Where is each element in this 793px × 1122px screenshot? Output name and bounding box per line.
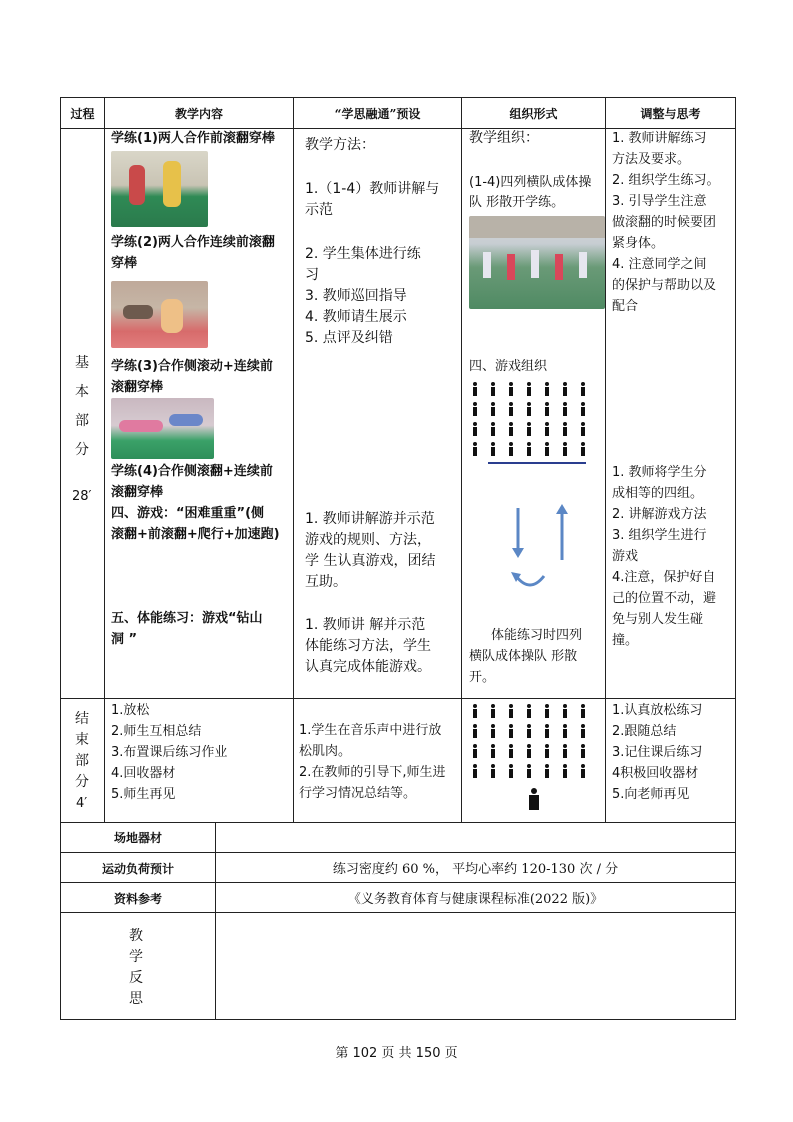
adjust-a9: 配合 — [612, 299, 639, 314]
adjust-b8: 免与别人发生碰 — [612, 612, 704, 627]
adjust-b7: 己的位置不动，避 — [612, 591, 717, 606]
end-adjust-2: 2.跟随总结 — [612, 724, 677, 739]
student-icon — [544, 402, 550, 416]
col-line-4 — [605, 97, 606, 823]
end-preset-1: 1.学生在音乐声中进行放 — [299, 723, 442, 738]
end-preset-4: 行学习情况总结等。 — [299, 786, 417, 801]
student-icon — [544, 422, 550, 436]
col-line-2 — [293, 97, 294, 823]
student-icon — [472, 442, 478, 456]
ref-bottom-line — [60, 912, 736, 913]
student-icon — [490, 382, 496, 396]
load-bottom-line — [60, 882, 736, 883]
student-icon — [508, 764, 514, 778]
student-icon — [580, 422, 586, 436]
drill-4-title-cont: 滚翻穿棒 — [111, 485, 164, 500]
fitness-method-3: 认真完成体能游戏。 — [305, 659, 431, 675]
org-title: 教学组织： — [469, 130, 539, 146]
student-icon — [580, 724, 586, 738]
drill-1-photo — [111, 151, 208, 227]
table-border-top — [60, 97, 736, 98]
end-formation — [472, 704, 597, 784]
student-icon — [544, 744, 550, 758]
end-content-4: 4.回收器材 — [111, 766, 176, 781]
student-icon — [472, 724, 478, 738]
student-icon — [508, 704, 514, 718]
student-icon — [526, 422, 532, 436]
table-border-left — [60, 97, 61, 1020]
fitness-org-3: 开。 — [469, 670, 496, 685]
fitness-method-2: 体能练习方法，学生 — [305, 638, 431, 654]
basic-label: 基 本 部 分 — [75, 355, 89, 458]
student-icon — [508, 422, 514, 436]
header-process: 过程 — [70, 107, 95, 121]
student-icon — [472, 704, 478, 718]
ref-label: 资料参考 — [113, 892, 162, 906]
col-line-3 — [461, 97, 462, 823]
adjust-b6: 4.注意，保护好自 — [612, 570, 716, 585]
org-photo — [469, 216, 605, 309]
student-icon — [490, 422, 496, 436]
end-preset-3: 2.在教师的引导下,师生进 — [299, 765, 446, 780]
student-icon — [544, 704, 550, 718]
student-icon — [526, 382, 532, 396]
student-icon — [580, 744, 586, 758]
student-icon — [544, 764, 550, 778]
student-icon — [562, 744, 568, 758]
method-2-cont: 习 — [305, 267, 319, 283]
adjust-a8: 的保护与帮助以及 — [612, 278, 717, 293]
drill-2-title: 学练(2)两人合作连续前滚翻 — [111, 235, 275, 250]
student-icon — [562, 402, 568, 416]
adjust-a2: 方法及要求。 — [612, 152, 691, 167]
method-title: 教学方法： — [305, 137, 375, 153]
student-icon — [526, 442, 532, 456]
student-icon — [490, 764, 496, 778]
basic-duration: 28′ — [72, 489, 92, 504]
student-icon — [508, 724, 514, 738]
game-method-2: 游戏的规则、方法， — [305, 532, 431, 548]
game-title: 四、游戏：“困难重重”(侧 — [111, 506, 265, 521]
end-bottom-line — [60, 822, 736, 823]
student-icon — [472, 382, 478, 396]
adjust-a3: 2. 组织学生练习。 — [612, 173, 720, 188]
student-icon — [472, 402, 478, 416]
method-5: 5. 点评及纠错 — [305, 330, 393, 346]
game-method-3: 学 生认真游戏，团结 — [305, 553, 436, 569]
table-border-right — [735, 97, 736, 1020]
student-icon — [490, 744, 496, 758]
game-start-line — [488, 462, 586, 464]
drill-2-photo — [111, 281, 208, 348]
org-form-1-cont: 队 形散开学练。 — [469, 195, 565, 210]
drill-3-photo — [111, 398, 214, 459]
reflection-label: 教 学 反 思 — [129, 928, 143, 1007]
adjust-b2: 成相等的四组。 — [612, 486, 704, 501]
adjust-a6: 紧身体。 — [612, 236, 665, 251]
drill-3-title: 学练(3)合作侧滚动+连续前 — [111, 359, 273, 374]
end-adjust-4: 4积极回收器材 — [612, 766, 699, 781]
adjust-b4: 3. 组织学生进行 — [612, 528, 707, 543]
fitness-title-cont: 洞 ” — [111, 632, 138, 647]
drill-3-title-cont: 滚翻穿棒 — [111, 380, 164, 395]
adjust-b3: 2. 讲解游戏方法 — [612, 507, 707, 522]
student-icon — [490, 442, 496, 456]
student-icon — [562, 724, 568, 738]
col-line-1 — [104, 97, 105, 823]
game-method-1: 1. 教师讲解游并示范 — [305, 511, 435, 527]
student-icon — [508, 382, 514, 396]
adjust-a5: 做滚翻的时候要团 — [612, 215, 717, 230]
student-icon — [580, 442, 586, 456]
end-content-3: 3.布置课后练习作业 — [111, 745, 228, 760]
student-icon — [580, 704, 586, 718]
venue-label: 场地器材 — [113, 831, 162, 845]
student-icon — [580, 764, 586, 778]
adjust-b1: 1. 教师将学生分 — [612, 465, 707, 480]
fitness-org-1: 体能练习时四列 — [491, 628, 583, 643]
header-content: 教学内容 — [174, 107, 223, 121]
page-number: 第 102 页 共 150 页 — [335, 1046, 458, 1061]
method-1-cont: 示范 — [305, 202, 333, 218]
load-value: 练习密度约 60 %， 平均心率约 120-130 次 / 分 — [332, 862, 619, 877]
ref-value: 《义务教育体育与健康课程标准(2022 版)》 — [347, 892, 604, 907]
adjust-a1: 1. 教师讲解练习 — [612, 131, 707, 146]
student-icon — [544, 724, 550, 738]
basic-bottom-line — [60, 698, 736, 699]
student-icon — [490, 402, 496, 416]
game-title-cont: 滚翻+前滚翻+爬行+加速跑) — [111, 527, 280, 542]
drill-2-title-cont: 穿棒 — [111, 256, 138, 271]
end-content-2: 2.师生互相总结 — [111, 724, 202, 739]
drill-1-title: 学练(1)两人合作前滚翻穿棒 — [111, 131, 275, 146]
end-duration: 4′ — [76, 796, 88, 811]
student-icon — [562, 704, 568, 718]
game-method-4: 互助。 — [305, 574, 347, 590]
student-icon — [508, 442, 514, 456]
student-icon — [472, 422, 478, 436]
method-2: 2. 学生集体进行练 — [305, 246, 421, 262]
venue-bottom-line — [60, 852, 736, 853]
end-content-1: 1.放松 — [111, 703, 150, 718]
drill-4-title: 学练(4)合作侧滚翻+连续前 — [111, 464, 273, 479]
student-icon — [508, 744, 514, 758]
student-icon — [526, 704, 532, 718]
fitness-title: 五、体能练习：游戏“钻山 — [111, 611, 263, 626]
teacher-icon — [528, 788, 540, 810]
student-icon — [562, 382, 568, 396]
load-label: 运动负荷预计 — [101, 862, 174, 876]
game-org-title: 四、游戏组织 — [469, 359, 548, 374]
header-adjust: 调整与思考 — [640, 107, 701, 121]
adjust-a7: 4. 注意同学之间 — [612, 257, 707, 272]
student-icon — [544, 442, 550, 456]
student-icon — [472, 744, 478, 758]
student-icon — [490, 724, 496, 738]
student-icon — [562, 422, 568, 436]
student-icon — [580, 382, 586, 396]
fitness-method-1: 1. 教师讲 解并示范 — [305, 617, 426, 633]
end-content-5: 5.师生再见 — [111, 787, 176, 802]
student-icon — [508, 402, 514, 416]
student-icon — [490, 704, 496, 718]
game-formation — [472, 382, 597, 462]
end-adjust-3: 3.记住课后练习 — [612, 745, 703, 760]
method-1: 1.（1-4）教师讲解与 — [305, 181, 440, 197]
end-adjust-5: 5.向老师再见 — [612, 787, 690, 802]
adjust-b9: 撞。 — [612, 633, 639, 648]
header-org: 组织形式 — [509, 107, 558, 121]
student-icon — [526, 744, 532, 758]
student-icon — [526, 764, 532, 778]
student-icon — [526, 402, 532, 416]
end-adjust-1: 1.认真放松练习 — [612, 703, 703, 718]
method-3: 3. 教师巡回指导 — [305, 288, 407, 304]
bottom-col-line — [215, 822, 216, 1020]
game-route-arrows — [502, 498, 580, 598]
adjust-a4: 3. 引导学生注意 — [612, 194, 707, 209]
org-form-1: (1-4)四列横队成体操 — [469, 175, 592, 190]
end-label: 结 束 部 分 — [75, 711, 89, 790]
student-icon — [562, 442, 568, 456]
table-border-bottom — [60, 1019, 736, 1020]
method-4: 4. 教师请生展示 — [305, 309, 407, 325]
fitness-org-2: 横队成体操队 形散 — [469, 649, 578, 664]
student-icon — [544, 382, 550, 396]
student-icon — [472, 764, 478, 778]
end-preset-2: 松肌肉。 — [299, 744, 352, 759]
student-icon — [526, 724, 532, 738]
header-preset: “学思融通”预设 — [334, 107, 421, 121]
student-icon — [580, 402, 586, 416]
adjust-b5: 游戏 — [612, 549, 639, 564]
student-icon — [562, 764, 568, 778]
